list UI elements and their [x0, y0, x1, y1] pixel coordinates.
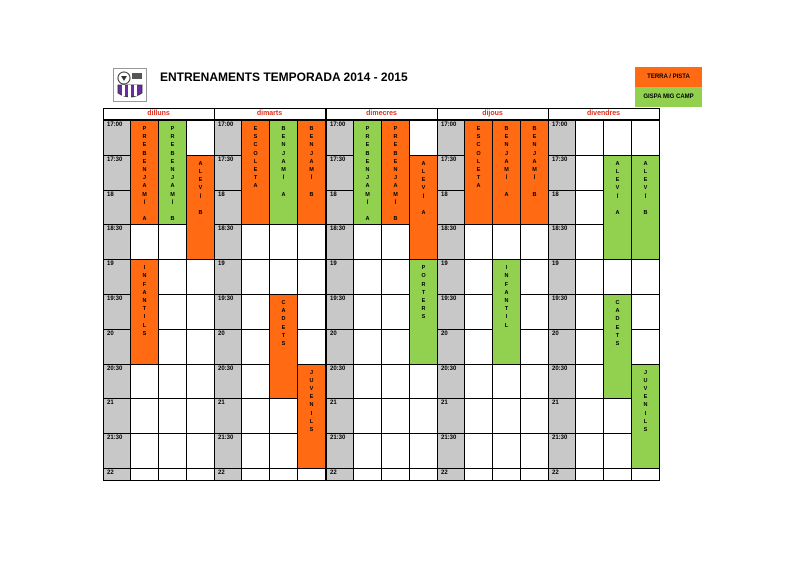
training-block-label: P R E B E N J A M Í A [142, 126, 147, 223]
slot-cell [186, 364, 215, 400]
slot-cell [464, 224, 493, 260]
slot-cell [575, 155, 604, 191]
slot-cell [186, 468, 215, 481]
training-block-label: B E N J A M Í A [504, 126, 509, 198]
training-block-prebenjamí-b [158, 120, 187, 225]
slot-cell [520, 433, 549, 469]
time-cell: 19 [103, 259, 131, 295]
training-block-escoleta [464, 120, 493, 225]
slot-cell [353, 364, 382, 400]
training-block-benjamí-b [297, 120, 326, 225]
slot-cell [631, 294, 660, 330]
slot-cell [297, 468, 326, 481]
training-block-prebenjamí-a [353, 120, 382, 225]
time-cell: 22 [103, 468, 131, 481]
slot-cell [409, 433, 438, 469]
page-title: ENTRENAMENTS TEMPORADA 2014 - 2015 [160, 70, 408, 84]
slot-cell [269, 259, 298, 295]
time-cell: 19:30 [437, 294, 465, 330]
time-cell: 17:00 [103, 120, 131, 156]
time-cell: 19:30 [103, 294, 131, 330]
slot-cell [353, 329, 382, 365]
time-cell: 17:00 [437, 120, 465, 156]
slot-cell [464, 364, 493, 400]
training-block-label: P R E B E N J A M Í B [170, 126, 175, 223]
training-block-aleví-b [186, 155, 215, 260]
time-cell: 18:30 [548, 224, 576, 260]
slot-cell [575, 468, 604, 481]
slot-cell [158, 364, 187, 400]
time-cell: 20:30 [326, 364, 354, 400]
slot-cell [492, 433, 521, 469]
slot-cell [492, 224, 521, 260]
slot-cell [297, 329, 326, 365]
time-cell: 17:30 [103, 155, 131, 191]
slot-cell [520, 224, 549, 260]
slot-cell [186, 294, 215, 330]
training-block-juvenils [297, 364, 326, 469]
slot-cell [241, 259, 270, 295]
time-cell: 19 [326, 259, 354, 295]
time-cell: 17:30 [548, 155, 576, 191]
slot-cell [492, 364, 521, 400]
time-cell: 19:30 [548, 294, 576, 330]
time-cell: 20:30 [103, 364, 131, 400]
training-block-label: P O R T E R S [421, 265, 426, 321]
day-header-dimarts: dimarts [256, 110, 283, 117]
time-cell: 20 [326, 329, 354, 365]
slot-cell [130, 224, 159, 260]
slot-cell [158, 468, 187, 481]
time-cell: 20 [437, 329, 465, 365]
slot-cell [603, 468, 632, 481]
slot-cell [297, 294, 326, 330]
slot-cell [241, 224, 270, 260]
time-cell: 22 [214, 468, 242, 481]
slot-cell [381, 294, 410, 330]
time-cell: 18:30 [103, 224, 131, 260]
time-cell: 19:30 [214, 294, 242, 330]
training-block-prebenjamí-a [130, 120, 159, 225]
time-cell: 17:00 [326, 120, 354, 156]
slot-cell [241, 468, 270, 481]
time-cell: 19:30 [326, 294, 354, 330]
time-cell: 18 [214, 190, 242, 226]
time-cell: 20:30 [437, 364, 465, 400]
training-block-prebenjamí-b [381, 120, 410, 225]
training-block-label: I N F A N T I L S [142, 265, 147, 337]
slot-cell [603, 398, 632, 434]
day-header-dimecres: dimecres [366, 110, 397, 117]
slot-cell [631, 468, 660, 481]
time-cell: 21:30 [437, 433, 465, 469]
slot-cell [464, 433, 493, 469]
time-cell: 20 [548, 329, 576, 365]
slot-cell [269, 398, 298, 434]
time-cell: 21:30 [548, 433, 576, 469]
time-cell: 17:30 [326, 155, 354, 191]
slot-cell [186, 329, 215, 365]
slot-cell [130, 398, 159, 434]
slot-cell [130, 364, 159, 400]
slot-cell [381, 259, 410, 295]
time-cell: 18 [548, 190, 576, 226]
slot-cell [269, 468, 298, 481]
slot-cell [464, 329, 493, 365]
time-cell: 17:00 [548, 120, 576, 156]
training-block-benjamí-b [520, 120, 549, 225]
slot-cell [520, 364, 549, 400]
training-block-label: P R E B E N J A M Í B [393, 126, 398, 223]
training-block-aleví-a [603, 155, 632, 260]
slot-cell [409, 364, 438, 400]
slot-cell [353, 433, 382, 469]
slot-cell [631, 120, 660, 156]
training-block-label: I N F A N T I L [504, 265, 509, 329]
time-cell: 22 [326, 468, 354, 481]
training-block-label: A L E V Í A [615, 160, 620, 216]
slot-cell [353, 294, 382, 330]
training-block-label: B E N J A M Í A [281, 126, 286, 198]
slot-cell [241, 294, 270, 330]
time-cell: 21:30 [103, 433, 131, 469]
time-cell: 19 [437, 259, 465, 295]
slot-cell [520, 329, 549, 365]
slot-cell [520, 398, 549, 434]
training-block-label: P R E B E N J A M Í A [365, 126, 370, 223]
time-cell: 18:30 [437, 224, 465, 260]
training-block-label: B E N J A M Í B [532, 126, 537, 198]
time-cell: 18:30 [214, 224, 242, 260]
time-cell: 21:30 [214, 433, 242, 469]
slot-cell [186, 120, 215, 156]
training-block-infantils [130, 259, 159, 364]
slot-cell [492, 468, 521, 481]
slot-cell [241, 398, 270, 434]
slot-cell [186, 259, 215, 295]
slot-cell [575, 224, 604, 260]
slot-cell [520, 259, 549, 295]
slot-cell [353, 224, 382, 260]
slot-cell [353, 259, 382, 295]
training-block-cadets [603, 294, 632, 399]
slot-cell [353, 468, 382, 481]
legend-terra-pista: TERRA / PISTA [635, 67, 702, 87]
slot-cell [158, 329, 187, 365]
slot-cell [603, 120, 632, 156]
slot-cell [130, 433, 159, 469]
slot-cell [297, 224, 326, 260]
slot-cell [381, 433, 410, 469]
training-block-label: J U V E N I L S [643, 369, 648, 433]
time-cell: 21 [103, 398, 131, 434]
training-block-porters [409, 259, 438, 364]
slot-cell [603, 259, 632, 295]
slot-cell [381, 329, 410, 365]
slot-cell [575, 433, 604, 469]
day-header-dilluns: dilluns [147, 110, 170, 117]
slot-cell [186, 433, 215, 469]
slot-cell [353, 398, 382, 434]
slot-cell [409, 468, 438, 481]
time-cell: 17:00 [214, 120, 242, 156]
slot-cell [464, 259, 493, 295]
time-cell: 20:30 [548, 364, 576, 400]
time-cell: 18:30 [326, 224, 354, 260]
slot-cell [241, 364, 270, 400]
slot-cell [381, 468, 410, 481]
time-cell: 22 [548, 468, 576, 481]
slot-cell [492, 398, 521, 434]
slot-cell [269, 224, 298, 260]
slot-cell [158, 294, 187, 330]
slot-cell [158, 224, 187, 260]
slot-cell [158, 259, 187, 295]
slot-cell [130, 468, 159, 481]
slot-cell [464, 468, 493, 481]
slot-cell [575, 259, 604, 295]
slot-cell [381, 224, 410, 260]
slot-cell [409, 120, 438, 156]
time-cell: 19 [548, 259, 576, 295]
training-block-label: C A D E T S [615, 300, 620, 347]
training-block-label: E S C O L E T A [253, 126, 258, 190]
day-header-divendres: divendres [586, 110, 621, 117]
training-block-label: A L E V Í B [643, 160, 648, 216]
training-block-aleví-a [409, 155, 438, 260]
training-block-infantil [492, 259, 521, 364]
time-cell: 18 [437, 190, 465, 226]
training-block-label: E S C O L E T A [476, 126, 481, 190]
training-block-label: B E N J A M Í B [309, 126, 314, 198]
time-cell: 17:30 [214, 155, 242, 191]
training-block-escoleta [241, 120, 270, 225]
slot-cell [241, 433, 270, 469]
slot-cell [158, 398, 187, 434]
time-cell: 21 [214, 398, 242, 434]
slot-cell [631, 259, 660, 295]
training-block-benjamí-a [269, 120, 298, 225]
slot-cell [297, 259, 326, 295]
training-block-label: C A D E T S [281, 300, 286, 347]
legend-gispa-mig-camp: GISPA MIG CAMP [635, 87, 702, 107]
slot-cell [464, 398, 493, 434]
training-block-label: A L E V Í A [421, 160, 426, 216]
training-block-juvenils [631, 364, 660, 469]
slot-cell [575, 190, 604, 226]
training-block-label: J U V E N I L S [309, 369, 314, 433]
slot-cell [575, 294, 604, 330]
slot-cell [575, 120, 604, 156]
time-cell: 18 [103, 190, 131, 226]
slot-cell [269, 433, 298, 469]
slot-cell [520, 294, 549, 330]
slot-cell [409, 398, 438, 434]
slot-cell [575, 364, 604, 400]
slot-cell [520, 468, 549, 481]
time-cell: 20 [214, 329, 242, 365]
slot-cell [241, 329, 270, 365]
training-block-cadets [269, 294, 298, 399]
time-cell: 17:30 [437, 155, 465, 191]
slot-cell [158, 433, 187, 469]
slot-cell [603, 433, 632, 469]
time-cell: 21 [326, 398, 354, 434]
slot-cell [464, 294, 493, 330]
time-cell: 21 [437, 398, 465, 434]
time-cell: 18 [326, 190, 354, 226]
time-cell: 19 [214, 259, 242, 295]
training-block-benjamí-a [492, 120, 521, 225]
slot-cell [381, 398, 410, 434]
time-cell: 21 [548, 398, 576, 434]
slot-cell [631, 329, 660, 365]
training-block-label: A L E V Í B [198, 160, 203, 216]
time-cell: 22 [437, 468, 465, 481]
time-cell: 21:30 [326, 433, 354, 469]
training-block-aleví-b [631, 155, 660, 260]
slot-cell [381, 364, 410, 400]
time-cell: 20:30 [214, 364, 242, 400]
day-header-dijous: dijous [482, 110, 503, 117]
time-cell: 20 [103, 329, 131, 365]
slot-cell [575, 329, 604, 365]
slot-cell [186, 398, 215, 434]
slot-cell [575, 398, 604, 434]
